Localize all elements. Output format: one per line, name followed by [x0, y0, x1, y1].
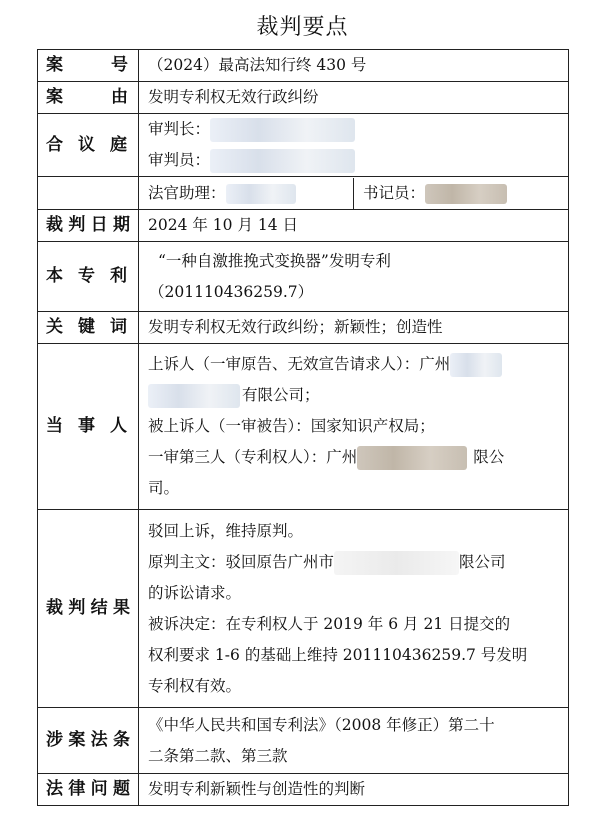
row-parties — [38, 344, 569, 510]
patent-line-2: （201110436259.7） — [149, 282, 314, 301]
redacted-name — [357, 446, 467, 470]
date-value: 2024 年 10 月 14 日 — [139, 210, 569, 242]
patent-line-1: “一种自激推挽式变换器”发明专利 — [158, 251, 391, 270]
row-keywords — [38, 312, 569, 344]
row-panel — [38, 114, 569, 177]
law-label: 涉案法条 — [46, 730, 130, 750]
third-party-text: 一审第三人（专利权人）：广州 — [148, 448, 358, 466]
redacted-name — [148, 384, 240, 408]
third-party-text-tail: 司。 — [148, 479, 180, 497]
cause-label: 案 由 — [46, 87, 128, 107]
result-line-1: 驳回上诉，维持原判。 — [148, 521, 304, 540]
redacted-name — [226, 184, 296, 204]
row-result — [38, 510, 569, 708]
presiding-judge-label: 审判长： — [148, 120, 211, 138]
cause-value: 发明专利权无效行政纠纷 — [139, 82, 569, 114]
redacted-name — [210, 118, 355, 142]
date-label: 裁判日期 — [46, 215, 130, 235]
row-case-no — [38, 50, 569, 82]
appellee-text: 被上诉人（一审被告）：国家知识产权局； — [148, 417, 435, 435]
row-assistant — [38, 177, 569, 210]
assistant-label: 法官助理： — [148, 183, 226, 202]
redacted-name — [210, 149, 355, 173]
redacted-name — [450, 353, 502, 377]
row-issue — [38, 774, 569, 806]
keywords-label: 关 键 词 — [46, 317, 127, 337]
result-line-6: 专利权有效。 — [148, 676, 242, 695]
row-cause — [38, 82, 569, 114]
panel-label: 合 议 庭 — [46, 134, 127, 155]
summary-table — [37, 49, 569, 806]
result-line-4: 被诉决定：在专利权人于 2019 年 6 月 21 日提交的 — [148, 614, 511, 633]
parties-label: 当 事 人 — [46, 416, 127, 436]
row-patent — [38, 242, 569, 312]
appellant-text: 上诉人（一审原告、无效宣告请求人）：广州 — [148, 355, 451, 373]
result-line-2-end: 限公司 — [459, 552, 506, 571]
issue-label: 法律问题 — [46, 779, 130, 799]
law-line-1: 《中华人民共和国专利法》（2008 年修正）第二十 — [148, 715, 495, 734]
result-line-3: 的诉讼请求。 — [148, 583, 242, 602]
case-no-label: 案 号 — [46, 55, 128, 75]
row-law — [38, 708, 569, 774]
result-label: 裁判结果 — [46, 598, 130, 618]
appellant-text-end: 有限公司； — [242, 386, 320, 404]
redacted-name — [425, 184, 507, 204]
keywords-value: 发明专利权无效行政纠纷；新颖性；创造性 — [139, 312, 569, 344]
clerk-label: 书记员： — [363, 183, 426, 202]
row-date — [38, 210, 569, 242]
patent-label: 本 专 利 — [46, 266, 127, 286]
issue-value: 发明专利新颖性与创造性的判断 — [139, 774, 569, 806]
page-title: 裁判要点 — [256, 15, 349, 40]
judges-label: 审判员： — [148, 151, 211, 169]
law-line-2: 二条第二款、第三款 — [148, 746, 288, 765]
result-line-5: 权利要求 1-6 的基础上维持 201110436259.7 号发明 — [148, 645, 528, 664]
result-line-2: 原判主文：驳回原告广州市 — [148, 552, 335, 571]
third-party-text-end: 限公 — [473, 448, 505, 466]
redacted-name — [334, 551, 459, 575]
case-no-value: （2024）最高法知行终 430 号 — [139, 50, 569, 82]
